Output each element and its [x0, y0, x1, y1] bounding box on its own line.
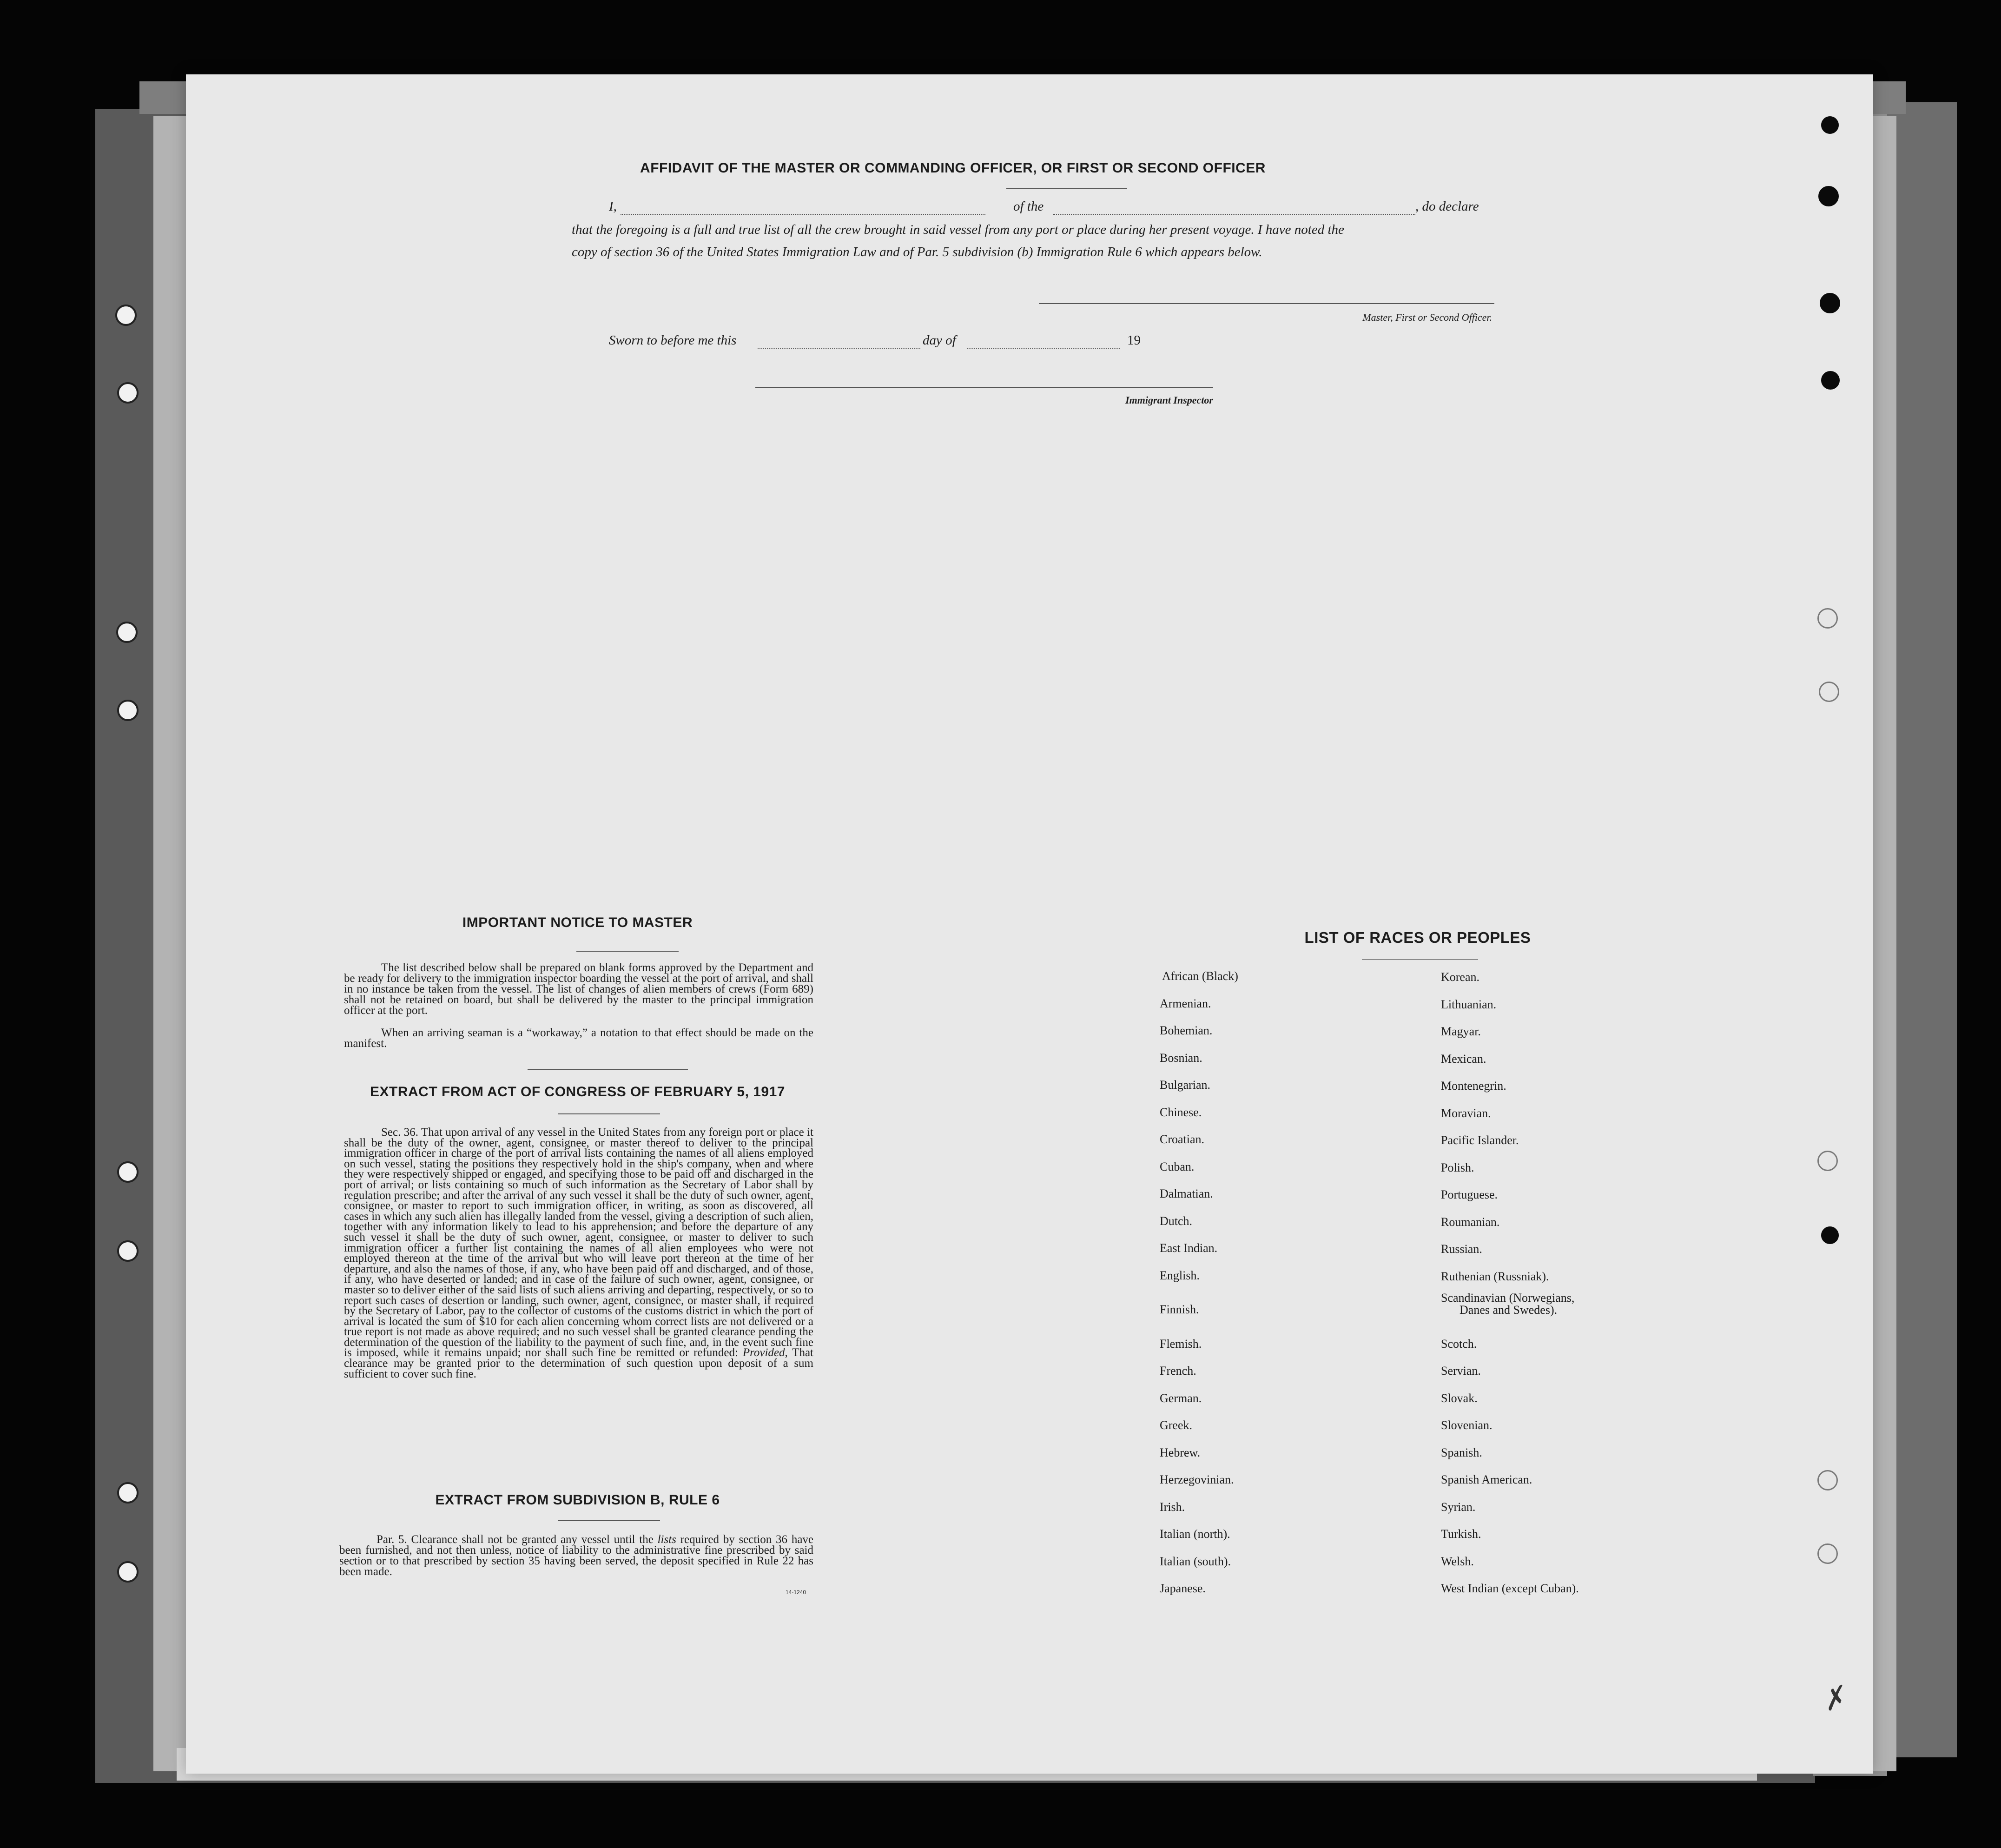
- master-name-field[interactable]: [621, 214, 985, 215]
- race-item: Montenegrin.: [1441, 1079, 1506, 1093]
- notice-title: IMPORTANT NOTICE TO MASTER: [462, 915, 693, 930]
- race-item: West Indian (except Cuban).: [1441, 1582, 1579, 1595]
- race-item: African (Black): [1162, 969, 1238, 983]
- sworn-year: 19: [1127, 333, 1141, 348]
- binder-hole: [1820, 293, 1840, 313]
- binder-hole: [117, 1561, 139, 1583]
- binder-hole: [1817, 1543, 1838, 1564]
- race-item: German.: [1160, 1391, 1202, 1405]
- race-item: Welsh.: [1441, 1554, 1474, 1568]
- race-item: Italian (south).: [1160, 1554, 1231, 1568]
- binder-hole: [1819, 682, 1839, 702]
- race-item: Lithuanian.: [1441, 997, 1497, 1011]
- rule-text-end: required by section 36 have been furnished, and not then unless, notice of liability to the administrative fine prescribed by said section or to that prescribed by section 35 having been served, the deposit specified in Rule 22 has been made.: [339, 1533, 814, 1578]
- race-item: Greek.: [1160, 1418, 1193, 1432]
- race-item: Magyar.: [1441, 1025, 1481, 1038]
- race-item: Dutch.: [1160, 1214, 1193, 1228]
- divider: [576, 951, 679, 952]
- binder-hole: [117, 1240, 139, 1262]
- affidavit-line3: copy of section 36 of the United States Immigration Law and of Par. 5 subdivision (b) Immigration Rule 6 which appears below.: [572, 245, 1262, 259]
- race-item: Roumanian.: [1441, 1215, 1500, 1229]
- race-item: Croatian.: [1160, 1133, 1205, 1146]
- binder-hole: [1817, 1470, 1838, 1490]
- master-signature-label: Master, First or Second Officer.: [1362, 311, 1492, 323]
- act-text: That upon arrival of any vessel in the United States from any foreign port or place it shall be the duty of the owner, agent, consignee, or master thereof to deliver to the principal immigration officer in charge of the port of arrival lists containing the names of all aliens employed on such vessel, stating the positions they respectively hold in the ship's company, when and where they were respectively shipped or engaged, and specifying those to be paid off and discharged in the port of arrival; or lists containing so much of such information as the Secretary of Labor shall by regulation prescribe; and after the arrival of any such vessel it shall be the duty of such owner, agent, consignee, or master to report to such immigration officer, in writing, as soon as discovered, all cases in which any such alien has illegally landed from the vessel, giving a description of such alien, together with any information likely to lead to his apprehension; and before the departure of any such vessel it shall be the duty of such owner, agent, consignee, or master to deliver to such immigration officer a further list containing the names of all alien employees who were not employed thereon at the time of the arrival but who will leave port thereon at the time of her departure, and also the names of those, if any, who have been paid off and discharged, and of those, if any, who have deserted or landed; and in case of the failure of such owner, agent, consignee, or master so to deliver either of the said lists of such aliens arriving and departing, respectively, or so to report such cases of desertion or landing, such owner, agent, consignee, or master shall, if required by the Secretary of Labor, pay to the collector of customs of the customs district in which the port of arrival is located the sum of $10 for each alien concerning whom correct lists are not delivered or a true report is not made as above required; and no such vessel shall be granted clearance pending the determination of the question of the liability to the payment of such fine, and, in the event such fine is imposed, while it remains unpaid; nor shall such fine be remitted or refunded:: [344, 1126, 813, 1359]
- notice-para1-text: The list described below shall be prepared on blank forms approved by the Department and be ready for delivery to the immigration inspector boarding the vessel at the port of arrival, and shall in no instance be taken from the vessel. The list of changes of alien members of crews (Form 689) shall not be retained on board, but shall be delivered by the master to the principal immigration officer at the port.: [344, 961, 813, 1017]
- sworn-month-field[interactable]: [967, 348, 1120, 349]
- inspector-label: Immigrant Inspector: [1125, 394, 1213, 406]
- race-item: Mexican.: [1441, 1052, 1486, 1066]
- race-item: Hebrew.: [1160, 1445, 1201, 1459]
- race-item: Herzegovinian.: [1160, 1473, 1234, 1486]
- inspector-signature-line[interactable]: [755, 387, 1213, 388]
- divider: [1362, 959, 1478, 960]
- act-extract-title: EXTRACT FROM ACT OF CONGRESS OF FEBRUARY 5, 1917: [370, 1084, 785, 1100]
- affidavit-line1-end: , do declare: [1415, 199, 1479, 214]
- binder-hole: [117, 700, 139, 721]
- race-item: Bosnian.: [1160, 1051, 1202, 1065]
- binder-hole: [1818, 186, 1839, 206]
- section-label: Sec. 36.: [381, 1126, 419, 1139]
- race-item: Finnish.: [1160, 1303, 1199, 1316]
- race-item: Portuguese.: [1441, 1188, 1498, 1201]
- rule-extract-title: EXTRACT FROM SUBDIVISION B, RULE 6: [435, 1492, 720, 1508]
- notice-paragraph-1: [344, 962, 813, 1016]
- race-item: Cuban.: [1160, 1159, 1195, 1173]
- binder-hole: [1821, 1226, 1839, 1244]
- race-item: Dalmatian.: [1160, 1187, 1213, 1200]
- document-page: [186, 74, 1873, 1774]
- binder-hole: [117, 382, 139, 404]
- binder-hole: [117, 1482, 139, 1504]
- race-item: Flemish.: [1160, 1337, 1202, 1351]
- race-item: Polish.: [1441, 1160, 1474, 1174]
- race-item: Pacific Islander.: [1441, 1133, 1519, 1147]
- race-item: Danes and Swedes).: [1459, 1303, 1558, 1317]
- sworn-day-field[interactable]: [758, 348, 920, 349]
- binder-hole: [1817, 608, 1838, 629]
- vessel-name-field[interactable]: [1053, 214, 1415, 215]
- race-item: East Indian.: [1160, 1241, 1218, 1255]
- race-item: Bohemian.: [1160, 1024, 1213, 1037]
- race-item: Slovak.: [1441, 1391, 1478, 1405]
- notice-paragraph-2: [344, 1027, 813, 1049]
- race-item: Irish.: [1160, 1500, 1185, 1514]
- race-item: Ruthenian (Russniak).: [1441, 1269, 1549, 1283]
- act-text-end: That clearance may be granted prior to the determination of such question upon deposit of a sum sufficient to cover such fine.: [344, 1346, 814, 1380]
- race-item: Slovenian.: [1441, 1418, 1492, 1432]
- sworn-mid: day of: [923, 333, 956, 348]
- affidavit-line1-start: I,: [609, 199, 617, 214]
- race-item: Spanish.: [1441, 1445, 1482, 1459]
- race-item: Korean.: [1441, 970, 1480, 984]
- race-item: Italian (north).: [1160, 1527, 1230, 1541]
- race-item: Turkish.: [1441, 1527, 1481, 1541]
- act-extract-text: [344, 1127, 813, 1379]
- rule-extract-text: [339, 1534, 813, 1577]
- race-item: Chinese.: [1160, 1105, 1202, 1119]
- races-title: LIST OF RACES OR PEOPLES: [1304, 929, 1531, 946]
- provided-word: Provided,: [742, 1346, 788, 1359]
- race-item: Spanish American.: [1441, 1473, 1532, 1486]
- sworn-start: Sworn to before me this: [609, 333, 737, 348]
- race-item: Russian.: [1441, 1242, 1482, 1256]
- binder-hole: [1821, 116, 1839, 134]
- form-code: 14-1240: [786, 1589, 806, 1596]
- divider: [558, 1113, 660, 1114]
- race-item: Scotch.: [1441, 1337, 1477, 1351]
- rule-text-start: Par. 5. Clearance shall not be granted any vessel until the: [376, 1533, 654, 1546]
- divider: [528, 1069, 688, 1070]
- affidavit-title: AFFIDAVIT OF THE MASTER OR COMMANDING OFFICER, OR FIRST OR SECOND OFFICER: [640, 160, 1266, 176]
- race-item: French.: [1160, 1364, 1196, 1378]
- binder-hole: [116, 622, 138, 643]
- affidavit-line2: that the foregoing is a full and true list of all the crew brought in said vessel from any port or place during her present voyage. I have noted the: [572, 222, 1344, 237]
- race-item: English.: [1160, 1268, 1200, 1282]
- handwritten-mark: ✗: [1817, 1681, 1850, 1718]
- master-signature-line[interactable]: [1039, 303, 1494, 304]
- race-item: Moravian.: [1441, 1106, 1491, 1120]
- binder-hole: [117, 1161, 139, 1183]
- binder-hole: [1817, 1151, 1838, 1171]
- binder-hole: [1821, 371, 1840, 390]
- notice-para2-text: When an arriving seaman is a “workaway,” a notation to that effect should be made on the manifest.: [344, 1027, 813, 1050]
- race-item: Scandinavian (Norwegians,: [1441, 1291, 1575, 1305]
- race-item: Japanese.: [1160, 1582, 1206, 1595]
- lists-word: lists: [657, 1533, 676, 1546]
- divider: [558, 1520, 660, 1521]
- binder-hole: [115, 305, 137, 326]
- divider: [1006, 188, 1127, 189]
- race-item: Servian.: [1441, 1364, 1481, 1378]
- affidavit-line1-mid: of the: [1013, 199, 1044, 214]
- race-item: Bulgarian.: [1160, 1078, 1211, 1092]
- race-item: Armenian.: [1160, 996, 1211, 1010]
- race-item: Syrian.: [1441, 1500, 1476, 1514]
